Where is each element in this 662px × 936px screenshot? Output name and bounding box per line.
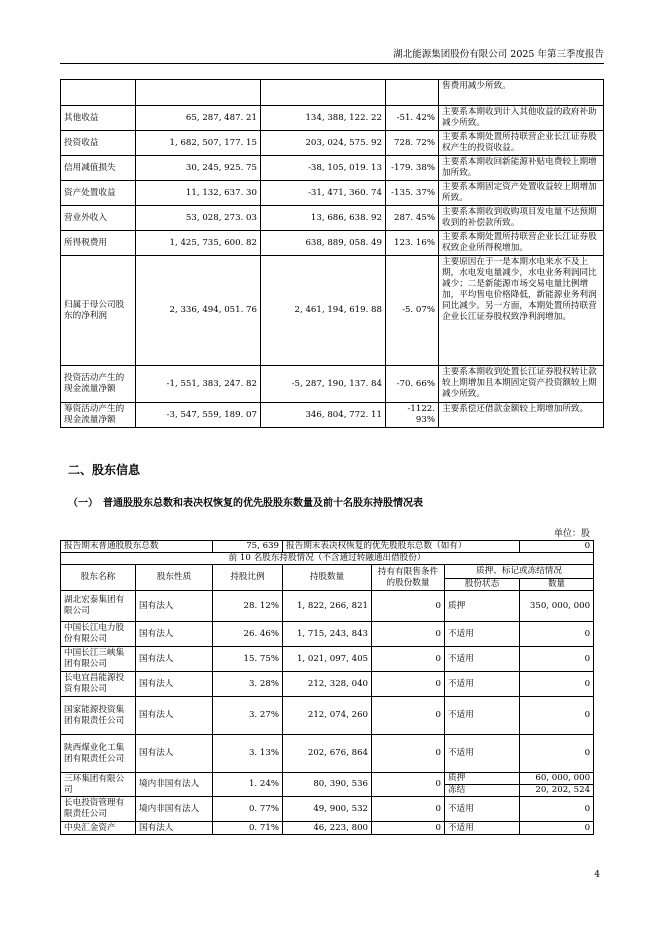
shareholder-table <box>60 540 594 835</box>
table-row: 资产处置收益 11, 132, 637. 30 -31, 471, 360. 74 -135. 37% 主要系本期固定资产处置收益较上期增加所致。 <box>61 181 604 206</box>
table-row: 筹资活动产生的现金流量净额 -3, 547, 559, 189. 07 346, 804, 772. 11 -1122. 93% 主要系偿还借款金额较上期增加所致。 <box>61 403 604 428</box>
table-row: 陕西煤业化工集团有限责任公司 国有法人 3. 13% 202, 676, 864 0 不适用 0 <box>61 735 594 773</box>
table-row: 营业外收入 53, 028, 273. 03 13, 686, 638. 92 287. 45% 主要系本期收到收购项目发电量不达预期收到的补偿款所致。 <box>61 206 604 231</box>
table-row: 前 10 名股东持股情况（不含通过转融通出借股份） <box>61 553 594 565</box>
table-row: 报告期末普通股股东总数 75, 639 报告期末表决权恢复的优先股股东总数（如有） 0 <box>61 541 594 553</box>
page-number: 4 <box>594 870 600 880</box>
table-row: 国家能源投资集团有限责任公司 国有法人 3. 27% 212, 074, 260 0 不适用 0 <box>61 697 594 735</box>
table-row: 冻结 20, 202, 524 <box>61 785 594 797</box>
table-row: 长电投资管理有限责任公司 境内非国有法人 0. 77% 49, 900, 532 0 不适用 0 <box>61 797 594 822</box>
table-row: 中国长江电力股份有限公司 国有法人 26. 46% 1, 715, 243, 843 0 不适用 0 <box>61 622 594 647</box>
table-header-row: 股份状态 数量 <box>61 579 594 591</box>
section-subtitle: （一） 普通股股东总数和表决权恢复的优先股股东数量及前十名股东持股情况表 <box>68 498 423 509</box>
change-analysis-table <box>60 79 604 428</box>
table-row <box>61 80 604 106</box>
table-row: 投资收益 1, 682, 507, 177. 15 203, 024, 575. 92 728. 72% 主要系本期处置所持联营企业长江证券股权产生的投资收益。 <box>61 131 604 156</box>
table-row: 中国长江三峡集团有限公司 国有法人 15. 75% 1, 021, 097, 405 0 不适用 0 <box>61 647 594 672</box>
report-title: 湖北能源集团股份有限公司 2025 年第三季度报告 <box>393 49 604 60</box>
table-row: 所得税费用 1, 425, 735, 600. 82 638, 889, 058. 49 123. 16% 主要系本期处置所持联营企业长江证券股权致企业所得税增加。 <box>61 231 604 256</box>
section-title: 二、股东信息 <box>68 463 141 477</box>
table-row: 归属于母公司股东的净利润 2, 336, 494, 051. 76 2, 461, 194, 619. 88 -5. 07% 主要原因在于一是本期水电来水不及上期，水电发电量减少，水电业务利润同比减少；二是新能源市场交易电量比例增加，平均售电价格降低，新能源业务利润同比减少。另一方面，本期处置所持联营企业长江证券股权致净利润增加。 <box>61 256 604 366</box>
table-row: 中央汇金资产 国有法人 0. 71% 46, 223, 800 0 不适用 0 <box>61 822 594 835</box>
table-row: 信用减值损失 30, 245, 925. 75 -38, 105, 019. 13 -179. 38% 主要系本期收回新能源补贴电费较上期增加所致。 <box>61 156 604 181</box>
table-row: 三环集团有限公司 境内非国有法人 1. 24% 80, 390, 536 0 质押 60, 000, 000 <box>61 773 594 785</box>
table-header-row: 股东名称 股东性质 持股比例 持股数量 持有有限售条件的股份数量 质押、标记或冻结情况 <box>61 565 594 579</box>
table-row: 其他收益 65, 287, 487. 21 134, 388, 122. 22 -51. 42% 主要系本期收到计入其他收益的政府补助减少所致。 <box>61 106 604 131</box>
table-row: 投资活动产生的现金流量净额 -1, 551, 383, 247. 82 -5, 287, 190, 137. 84 -70. 66% 主要系本期收到处置长江证券股权转让款较上期增加且本期固定资产投资额较上期减少所致。 <box>61 366 604 403</box>
reason-cell: 售费用减少所致。 <box>439 80 604 106</box>
table-row: 湖北宏泰集团有限公司 国有法人 28. 12% 1, 822, 266, 821 0 质押 350, 000, 000 <box>61 591 594 622</box>
table-row: 长电宜昌能源投资有限公司 国有法人 3. 28% 212, 328, 040 0 不适用 0 <box>61 672 594 697</box>
page-header <box>60 46 604 64</box>
unit-label: 单位：股 <box>553 529 590 539</box>
